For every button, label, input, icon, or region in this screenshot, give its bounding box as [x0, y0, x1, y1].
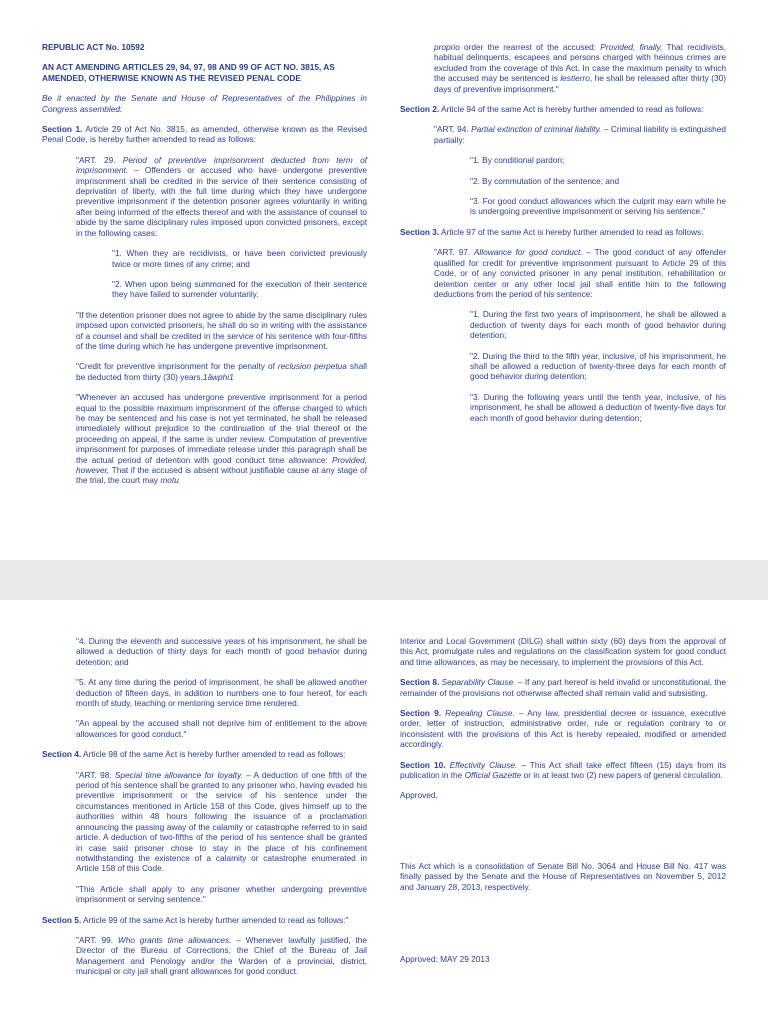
section-10: Section 10. Effectivity Clause. – This Act shall take effect fifteen (15) days from its publication in the Official Gazette or in at least two (2) new papers of general circulation. [400, 759, 726, 781]
section-8: Section 8. Separability Clause. – If any part hereof is held invalid or unconstitutional, the remainder of the provisions not otherwise affected shall remain valid and subsisting. [400, 677, 727, 698]
article-97-item-2: "2. During the third to the fifth year, inclusive, of his imprisonment, he shall be allowed a reduction of twenty-three days for each month of good behavior during detention; [470, 350, 726, 382]
article-29-continuation: proprio order the rearrest of the accused: Provided, finally, That recidivists, habitual delinquents, escapees and persons charged with heinous crimes are excluded from the coverage of this Act. In case the maximum penalty to which the accused may be sentenced is lestierro, he shall be released after thirty (30) days of preventive imprisonment." [434, 42, 727, 94]
article-97-item-3: "3. During the following years until the tenth year, inclusive, of his imprisonment, he shall be allowed a deduction of twenty-five days for each month of good behavior during detention; [470, 391, 726, 423]
approved-date: Approved: MAY 29 2013 [400, 954, 490, 965]
section-9: Section 9. Repealing Clause. – Any law, presidential decree or issuance, executive order, letter of instruction, administrative order, rule or regulation contrary to or inconsistent with the provisions of this Act is hereby repealed, modified or amended accordingly. [400, 708, 726, 750]
section-5: Section 5. Article 99 of the same Act is hereby further amended to read as follows:" [42, 914, 349, 925]
article-29-intro: "ART. 29. Period of preventive imprisonment deducted from term of imprisonment. – Offenders or accused who have undergone preventive imprisonment shall be credited in the service of their sentence consisting of deprivation of liberty, with the full time during which they have undergone preventive imprisonment if the detention prisoner agrees voluntarily in writing after being informed of the effects thereof and with the assistance of counsel to abide by the same disciplinary rules imposed upon convicted prisoners, except in the following cases: [76, 154, 367, 238]
act-number: REPUBLIC ACT No. 10592 [42, 42, 145, 52]
page-gap [0, 560, 768, 600]
page1-right-column [400, 42, 726, 433]
act-title: AN ACT AMENDING ARTICLES 29, 94, 97, 98 AND 99 OF ACT NO. 3815, AS AMENDED, OTHERWISE KNOWN AS THE REVISED PENAL CODE [42, 62, 335, 83]
page2-left-column [42, 636, 367, 987]
section-1: Section 1. Article 29 of Act No. 3815, as amended, otherwise known as the Revised Penal Code, is hereby further amended to read as follows: [42, 124, 367, 145]
article-97-intro: "ART. 97. Allowance for good conduct. – The good conduct of any offender qualified for credit for preventive imprisonment pursuant to Article 29 of this Code, or of any convicted prisoner in any penal institution, rehabilitation or detention center or any other local jail shall entitle him to the following deductions from the period of his sentence: [434, 247, 726, 299]
article-94-intro: "ART. 94. Partial extinction of criminal liability. – Criminal liability is extinguished partially: [434, 124, 727, 145]
article-98-intro: "ART. 98. Special time allowance for loyalty. – A deduction of one fifth of the period of his sentence shall be granted to any prisoner who, having evaded his preventive imprisonment or the service of his sentence under the circumstances mentioned in Article 158 of this Code, gives himself up to the authorities within 48 hours following the issuance of a proclamation announcing the passing away of the calamity or catastrophe referred to in said article. A deduction of two-fifths of the period of his sentence shall be granted in case said prisoner chose to stay in the place of his confinement notwithstanding the existence of a calamity or catastrophe enumerated in Article 158 of this Code. [76, 769, 367, 874]
section-2-heading: Section 2. [400, 104, 440, 115]
section-8-heading: Section 8. [400, 677, 440, 688]
section-4: Section 4. Article 98 of the same Act is hereby further amended to read as follows: [42, 749, 346, 760]
article-94-item-3: "3. For good conduct allowances which the culprit may earn while he is undergoing preventive imprisonment or serving his sentence." [470, 196, 726, 217]
section-10-heading: Section 10. [400, 759, 446, 770]
section-5-heading: Section 5. [42, 914, 82, 925]
article-98-paragraph-2: "This Article shall apply to any prisoner whether undergoing preventive imprisonment or serving sentence." [76, 883, 367, 905]
article-97-appeal: "An appeal by the accused shall not deprive him of entitlement to the above allowances for good conduct." [76, 718, 367, 739]
article-97-item-1: "1. During the first two years of imprisonment, he shall be allowed a deduction of twenty days for each month of good behavior during detention; [470, 309, 726, 341]
section-4-heading: Section 4. [42, 749, 82, 760]
watermark-mark: 1âwphi1 [202, 371, 234, 382]
article-29-paragraph-2: "If the detention prisoner does not agree to abide by the same disciplinary rules imposed upon convicted prisoners, he shall do so in writing with the assistance of a counsel and shall be credited in the service of his sentence with four-fifths of the time during which he has undergone preventive imprisonment. [76, 309, 367, 351]
article-97-item-5: "5. At any time during the period of imprisonment, he shall be allowed another deduction of fifteen days, in addition to numbers one to four hereof, for each month of study, teaching or mentoring service time rendered. [76, 677, 367, 709]
article-29-paragraph-3: "Credit for preventive imprisonment for the penalty of reclusion perpetua shall be deducted from thirty (30) years.1âwphi1 [76, 361, 367, 382]
section-3-heading: Section 3. [400, 226, 440, 237]
article-29-case-2: "2. When upon being summoned for the execution of their sentence they have failed to surrender voluntarily. [112, 278, 367, 300]
section-7-continuation: Interior and Local Government (DILG) shall within sixty (60) days from the approval of this Act, promulgate rules and regulations on the classification system for good conduct and time allowances, as may be necessary, to implement the provisions of this Act. [400, 636, 726, 667]
document-page-2 [0, 600, 768, 1024]
consolidation-note: This Act which is a consolidation of Senate Bill No. 3064 and House Bill No. 417 was finally passed by the Senate and the House of Representatives on November 5, 2012 and January 28, 2013, respectively. [400, 860, 726, 892]
section-1-heading: Section 1. [42, 124, 83, 135]
cut-off-line: district, municipal or city jail shall grant allowances for good conduct. [76, 955, 368, 977]
article-94-item-1: "1. By conditional pardon; [470, 155, 565, 166]
page1-left-column [42, 42, 367, 496]
page2-right-column [400, 636, 726, 975]
approved-label: Approved, [400, 790, 438, 801]
section-9-heading: Section 9. [400, 708, 442, 719]
enacting-clause: Be it enacted by the Senate and House of Representatives of the Philippines in Congress assembled: [42, 93, 367, 114]
section-3: Section 3. Article 97 of the same Act is hereby further amended to read as follows: [400, 226, 704, 237]
article-99-intro: "ART. 99. Who grants time allowances. – Whenever lawfully justified, the Director of the Bureau of Corrections, the Chief of the Bureau of Jail Management and Penology and/or the Warden of a provincial, district, municipal or city jail shall grant allowances for good conduct. [76, 934, 368, 977]
article-94-item-2: "2. By commutation of the sentence; and [470, 175, 620, 186]
article-29-paragraph-4: "Whenever an accused has undergone preventive imprisonment for a period equal to the possible maximum imprisonment of the offense charged to which he may be sentenced and his case is not yet terminated, he shall be released immediately without prejudice to the continuation of the trial thereof or the proceeding on appeal, if the same is under review. Computation of preventive imprisonment for purposes of immediate release under this paragraph shall be the actual period of detention with good conduct time allowance: Provided, however, That if the accused is absent without justifiable cause at any stage of the trial, the court may motu [76, 392, 367, 486]
article-97-item-4: "4. During the eleventh and successive years of his imprisonment, he shall be allowed a deduction of thirty days for each month of good behavior during detention; and [76, 636, 367, 667]
article-29-case-1: "1. When they are recidivists, or have been convicted previously twice or more times of any crime; and [112, 248, 367, 269]
section-2: Section 2. Article 94 of the same Act is hereby further amended to read as follows: [400, 104, 704, 115]
